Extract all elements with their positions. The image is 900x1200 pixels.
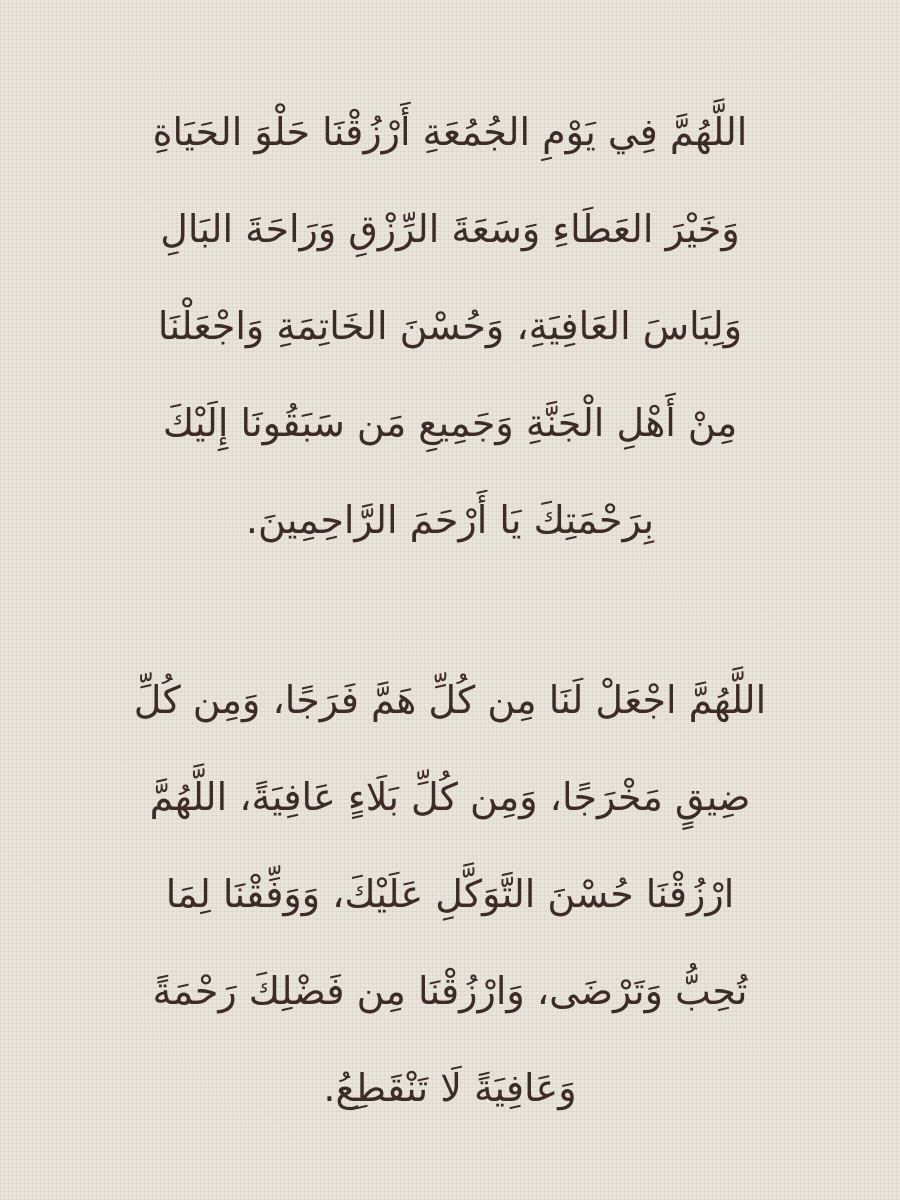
supplication-1-line-4: مِنْ أَهْلِ الْجَنَّةِ وَجَمِيعِ مَن سَبَقُونَا إِلَيْكَ (162, 401, 738, 445)
supplication-2-line-4: تُحِبُّ وَتَرْضَى، وَارْزُقْنَا مِن فَضْلِكَ رَحْمَةً (152, 969, 748, 1013)
supplication-1-line-5: بِرَحْمَتِكَ يَا أَرْحَمَ الرَّاحِمِينَ. (245, 498, 655, 542)
supplication-2-line-3: ارْزُقْنَا حُسْنَ التَّوَكَّلِ عَلَيْكَ، وَوَفِّقْنَا لِمَا (165, 872, 735, 916)
supplication-1-line-3: وَلِبَاسَ العَافِيَةِ، وَحُسْنَ الخَاتِمَةِ وَاجْعَلْنَا (157, 304, 743, 348)
supplication-paragraph-2 (70, 652, 830, 1137)
supplication-2-line-1: اللَّهُمَّ اجْعَلْ لَنَا مِن كُلِّ هَمَّ فَرَجًا، وَمِن كُلِّ (133, 678, 767, 722)
supplication-1-line-1: اللَّهُمَّ فِي يَوْمِ الجُمُعَةِ أَرْزُقْنَا حَلْوَ الحَيَاةِ (152, 110, 748, 154)
supplication-2-line-2: ضِيقٍ مَخْرَجًا، وَمِن كُلِّ بَلَاءٍ عَافِيَةً، اللَّهُمَّ (149, 775, 751, 819)
supplication-paragraph-1 (70, 84, 830, 569)
supplication-1-line-2: وَخَيْرَ العَطَاءِ وَسَعَةَ الرِّزْقِ وَرَاحَةَ البَالِ (160, 207, 740, 251)
supplication-2-line-5: وَعَافِيَةً لَا تَنْقَطِعُ. (323, 1066, 577, 1110)
